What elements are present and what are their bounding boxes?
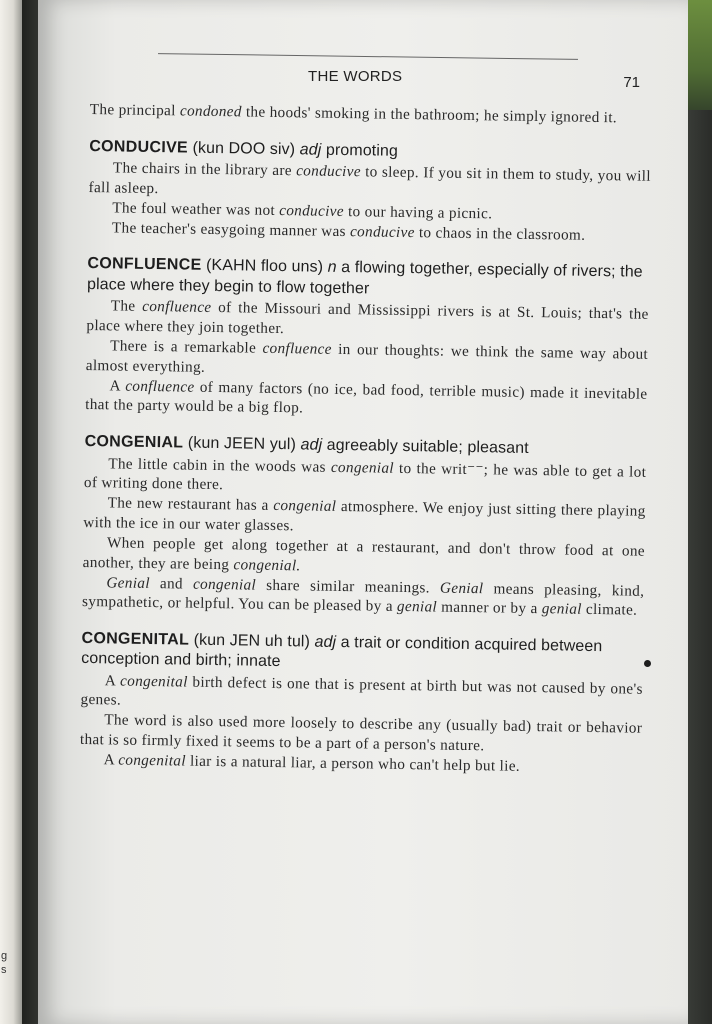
pronunciation: (kun JEEN yul) [187, 434, 297, 454]
entry-continuation [90, 100, 652, 128]
italic-term: conducive [296, 162, 362, 181]
page-number: 71 [623, 74, 640, 91]
book-page [38, 0, 688, 1024]
part-of-speech: adj [300, 436, 323, 454]
example-paragraph: Genial and congenial share similar meanings. Genial means pleasing, kind, sympathetic, or helpful. You can be pleased by a genial manner or by a genial climate. [81, 573, 645, 619]
italic-term: condoned [179, 102, 242, 121]
adjacent-page-edge [0, 0, 22, 1024]
ink-dot [644, 660, 651, 667]
background-surface [684, 110, 712, 1024]
italic-term: genial [396, 598, 438, 616]
entry-conducive [88, 137, 652, 247]
definition: agreeably suitable; pleasant [326, 436, 529, 457]
example-paragraph: A confluence of many factors (no ice, bad food, terrible music) made it inevitable that the party would be a big flop. [85, 377, 648, 417]
headword: CONFLUENCE [87, 255, 202, 275]
example-paragraph: When people get along together at a restaurant, and don't throw food at one another, they are being congenial. [82, 534, 646, 574]
definition: a flowing together, especially of rivers; the place where they begin to flow together [86, 259, 643, 298]
example-paragraph: The teacher's easygoing manner was conducive to chaos in the classroom. [111, 219, 586, 244]
entry-congenital [79, 629, 643, 779]
definition: promoting [325, 141, 399, 160]
italic-term: conducive [279, 201, 345, 220]
italic-term: confluence [142, 298, 212, 317]
italic-term: conducive [349, 222, 415, 241]
italic-term: genial [541, 600, 582, 618]
example-paragraph: The chairs in the library are conducive to sleep. If you sit in them to study, you will fall asleep. [88, 159, 652, 197]
italic-term: congenial [192, 575, 257, 594]
example-paragraph: The new restaurant has a congenial atmosphere. We enjoy just sitting there playing with the ice in our water glasses. [83, 494, 646, 535]
italic-term: confluence [125, 377, 195, 396]
pronunciation: (kun JEN uh tul) [193, 631, 311, 651]
example-paragraph: The word is also used more loosely to describe any (usually bad) trait or behavior that is so firmly fixed it seems to be a part of a person's nature. [79, 711, 643, 755]
example-paragraph: The little cabin in the woods was congenial to the writ⁻⁻; he was able to get a lot of writing done there. [83, 454, 647, 494]
italic-term: congenital [119, 672, 188, 691]
part-of-speech: n [327, 259, 337, 277]
italic-term: congenital [118, 751, 187, 770]
example-paragraph: There is a remarkable confluence in our thoughts: we think the same way about almost everything. [85, 337, 649, 376]
headword: CONGENITAL [81, 629, 190, 649]
italic-term: congenial. [233, 555, 301, 574]
part-of-speech: adj [299, 140, 322, 159]
entry-confluence [85, 254, 649, 423]
headword: CONDUCIVE [89, 137, 189, 157]
header-rule [158, 53, 578, 60]
running-head: THE WORDS [308, 68, 403, 85]
example-paragraph: The foul weather was not conducive to our having a picnic. [112, 199, 493, 223]
italic-term: Genial [439, 579, 484, 597]
example-paragraph: A congenital birth defect is one that is present at birth but was not caused by one's genes. [80, 672, 643, 709]
definition: a trait or condition acquired between conception and birth; innate [81, 633, 603, 671]
part-of-speech: adj [314, 633, 337, 651]
italic-term: congenial [330, 458, 395, 477]
entry-congenial [82, 432, 647, 621]
italic-term: congenial [273, 497, 337, 516]
adjacent-page-fragment: g [1, 950, 8, 962]
example-paragraph: The principal condoned the hoods' smoking in the bathroom; he simply ignored it. [89, 100, 618, 127]
pronunciation: (kun DOO siv) [192, 139, 296, 158]
pronunciation: (KAHN floo uns) [205, 257, 324, 277]
italic-term: Genial [106, 573, 150, 592]
italic-term: confluence [262, 339, 332, 358]
adjacent-page-fragment: s [1, 964, 7, 976]
dictionary-entries [79, 100, 651, 779]
example-paragraph: The confluence of the Missouri and Mississippi rivers is at St. Louis; that's the place where they join together. [86, 297, 649, 338]
example-paragraph: A congenital liar is a natural liar, a person who can't help but lie. [103, 751, 521, 775]
headword: CONGENIAL [84, 432, 184, 452]
